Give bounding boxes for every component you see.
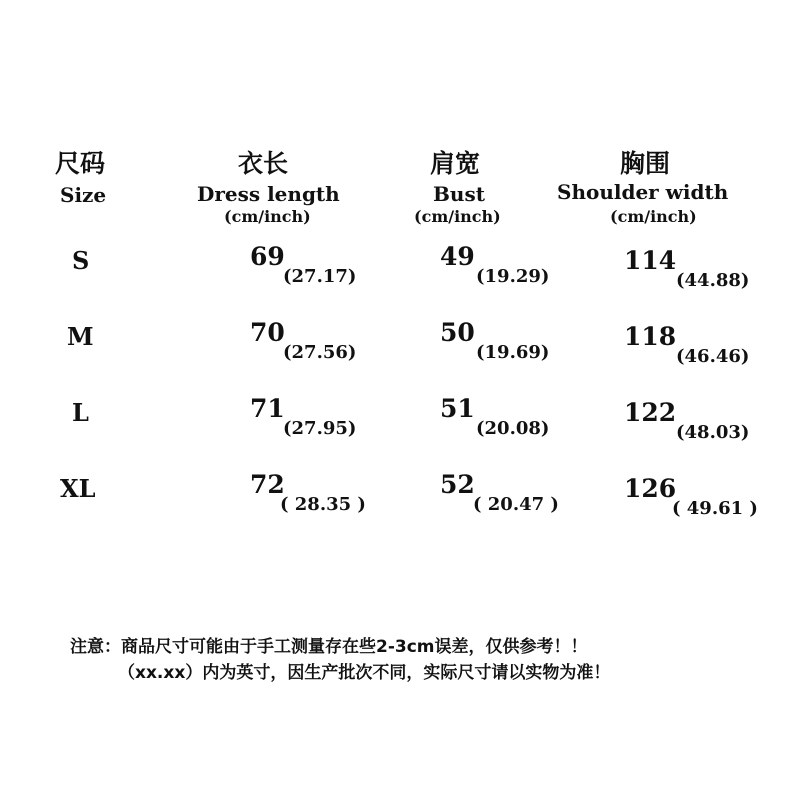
shoulder-cm: 114 bbox=[624, 246, 677, 275]
size-cell: S bbox=[72, 246, 90, 275]
bust-inch: (19.69) bbox=[476, 342, 550, 363]
header-shoulder-cn: 胸围 bbox=[620, 149, 671, 178]
bust-inch: ( 20.47 ) bbox=[473, 494, 559, 515]
shoulder-inch: (44.88) bbox=[676, 270, 750, 291]
header-length-unit: (cm/inch) bbox=[224, 207, 311, 226]
shoulder-inch: (48.03) bbox=[676, 422, 750, 443]
header-shoulder-en: Shoulder width bbox=[557, 180, 729, 204]
shoulder-cm: 126 bbox=[624, 474, 677, 503]
size-cell: XL bbox=[60, 474, 96, 503]
length-inch: (27.95) bbox=[283, 418, 357, 439]
size-cell: M bbox=[67, 322, 94, 351]
bust-inch: (20.08) bbox=[476, 418, 550, 439]
length-inch: (27.56) bbox=[283, 342, 357, 363]
header-length-cn: 衣长 bbox=[238, 149, 289, 178]
bust-cm: 52 bbox=[440, 470, 475, 499]
length-cm: 71 bbox=[250, 394, 285, 423]
shoulder-inch: (46.46) bbox=[676, 346, 750, 367]
header-size-en: Size bbox=[60, 183, 107, 207]
shoulder-inch: ( 49.61 ) bbox=[672, 498, 758, 519]
length-cm: 69 bbox=[250, 242, 285, 271]
header-shoulder-unit: (cm/inch) bbox=[610, 207, 697, 226]
length-inch: ( 28.35 ) bbox=[280, 494, 366, 515]
header-bust-unit: (cm/inch) bbox=[414, 207, 501, 226]
shoulder-cm: 118 bbox=[624, 322, 677, 351]
header-bust-cn: 肩宽 bbox=[430, 149, 481, 178]
header-bust-en: Bust bbox=[433, 182, 485, 206]
header-length-en: Dress length bbox=[197, 182, 340, 206]
size-cell: L bbox=[72, 398, 89, 427]
header-size-cn: 尺码 bbox=[55, 149, 106, 178]
note-line-1: 注意：商品尺寸可能由于手工测量存在些2-3cm误差，仅供参考！！ bbox=[70, 637, 588, 657]
bust-cm: 50 bbox=[440, 318, 475, 347]
length-cm: 72 bbox=[250, 470, 285, 499]
length-inch: (27.17) bbox=[283, 266, 357, 287]
bust-cm: 49 bbox=[440, 242, 475, 271]
shoulder-cm: 122 bbox=[624, 398, 677, 427]
note-line-2: （xx.xx）内为英寸，因生产批次不同，实际尺寸请以实物为准！ bbox=[118, 663, 611, 683]
bust-cm: 51 bbox=[440, 394, 475, 423]
bust-inch: (19.29) bbox=[476, 266, 550, 287]
length-cm: 70 bbox=[250, 318, 285, 347]
